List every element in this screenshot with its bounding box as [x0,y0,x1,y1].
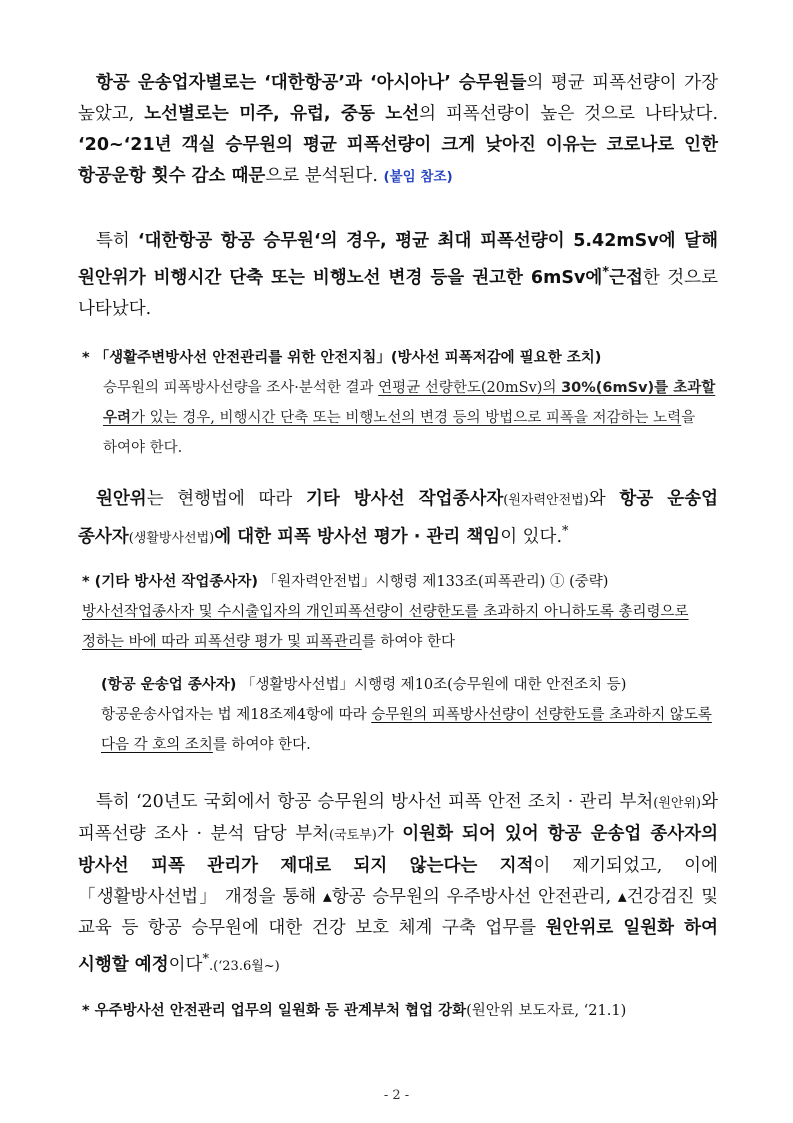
text-bold: ‘대한항공 항공 승무원‘의 경우, 평균 최대 피폭선량이 5.42mSv에 달해 원안위가 비행시간 단축 또는 비행노선 변경 등을 권고한 6mSv에 [78,231,718,288]
text-bold: 이원화 되어 있어 항공 운송업 종사자의 방사선 피폭 관리가 제대로 되지 않는다는 지적 [78,824,718,876]
text: 특히 ‘20년도 국회에서 항공 승무원의 방사선 피폭 안전 조치 · 관리 부처 [96,792,654,812]
text-bold: 노선별로는 미주, 유럽, 중동 노선 [144,104,420,124]
text: 으로 분석된다. [265,166,384,186]
footnote-mark: * [562,524,569,539]
text: 의 피폭선량이 높은 것으로 나타났다. [419,104,719,124]
footnote-safety-guideline [82,343,722,463]
ministry-name: (국토부) [329,828,377,843]
text-bold: 항공 운송업 종사자 [78,489,719,547]
ministry-name: (원안위) [653,796,702,811]
text-bold-underlined: 30%(6mSv)를 초과할 우려 [103,380,716,426]
text: 가 [376,824,403,844]
footnote-press-release [82,996,722,1026]
text: 이 있다. [500,526,563,547]
footnote-other-workers [82,567,722,657]
text-bold: 에 대한 피폭 방사선 평가 · 관리 책임 [214,526,501,547]
text: 는 현행법에 따라 [146,489,306,509]
text: 을 하여야 한다. [103,410,696,456]
text: 와 [588,489,620,509]
text-bold: 원안위 [96,489,147,509]
text: 한 것으로 나타났다. [78,267,718,319]
text: 승무원의 피폭방사선량을 조사·분석한 결과 [103,380,379,396]
text-underlined: 승무원의 피폭방사선량이 선량한도를 초과하지 않도록 다음 각 호의 조치 [101,707,712,753]
text: 와 피폭선량 조사 · 분석 담당 부처 [78,792,718,844]
attachment-reference: (붙임 참조) [383,169,453,185]
text: 「원자력안전법」시행령 제133조(피폭관리) ① (중략) [258,574,609,590]
text-bold: 기타 방사선 작업종사자 [305,489,504,509]
text-underlined: 가 있는 경우, 비행시간 단축 또는 비행노선의 변경 등의 방법으로 피폭을 저감하는 노력 [131,410,682,426]
text-bold: ‘20~‘21년 객실 승무원의 평균 피폭선량이 크게 낮아진 이유는 코로나로 인한 항공운항 횟수 감소 때문 [78,135,718,186]
law-name: (원자력안전법) [503,493,589,508]
text: 를 하여야 한다 [361,634,456,650]
text: 이 제기되었고, 이에 「생활방사선법」 개정을 통해 ▴항공 승무원의 우주방사선 안전관리, ▴건강검진 및 교육 등 항공 승무원에 대한 건강 보호 체계 구축 업무를 [78,856,718,938]
footnote-body [82,373,722,463]
footnote-heading: (항공 운송업 종사자) [101,677,237,693]
paragraph-korean-air [78,226,718,325]
page-number: - 2 - [383,1088,410,1103]
text-bold: 원안위로 일원화 하여 시행할 예정 [78,918,718,975]
paragraph-nssc-responsibility [78,484,718,554]
text: 이다 [168,954,203,975]
text-underlined: 연평균 선량한도(20mSv)의 [378,380,562,396]
law-name: (생활방사선법) [128,530,215,546]
text-bold: 항공 운송업자별로는 ‘대한항공’과 ‘아시아나’ 승무원들 [96,73,527,93]
date-note: .(‘23.6월~) [208,958,280,974]
text-underlined: 방사선작업종사자 및 수시출입자의 개인피폭선량이 선량한도를 초과하지 아니하도록 총리령으로 정하는 바에 따라 피폭선량 평가 및 피폭관리 [82,604,689,650]
paragraph-carrier-results [78,68,718,193]
text: 특히 [96,231,138,251]
text: 「생활방사선법」시행령 제10조(승무원에 대한 안전조치 등) 항공운송사업자는 법 제18조제4항에 따라 [101,677,627,723]
text-bold: 근접 [609,267,643,288]
footnote-mark: * [202,952,209,967]
footnote-heading: * (기타 방사선 작업종사자) [82,574,259,590]
footnote-heading: * 우주방사선 안전관리 업무의 일원화 등 관계부처 협업 강화 [82,1003,467,1019]
footnote-aviation-workers [101,670,721,760]
text: 를 하여야 한다. [212,737,311,753]
paragraph-unification [78,787,718,982]
footnote-heading: * 「생활주변방사선 안전관리를 위한 안전지침」(방사선 피폭저감에 필요한 조치) [82,350,602,366]
text: (원안위 보도자료, ‘21.1) [466,1003,627,1019]
text: 의 평균 피폭선량이 가장 높았고, [78,73,718,124]
footnote-mark: * [602,265,610,280]
